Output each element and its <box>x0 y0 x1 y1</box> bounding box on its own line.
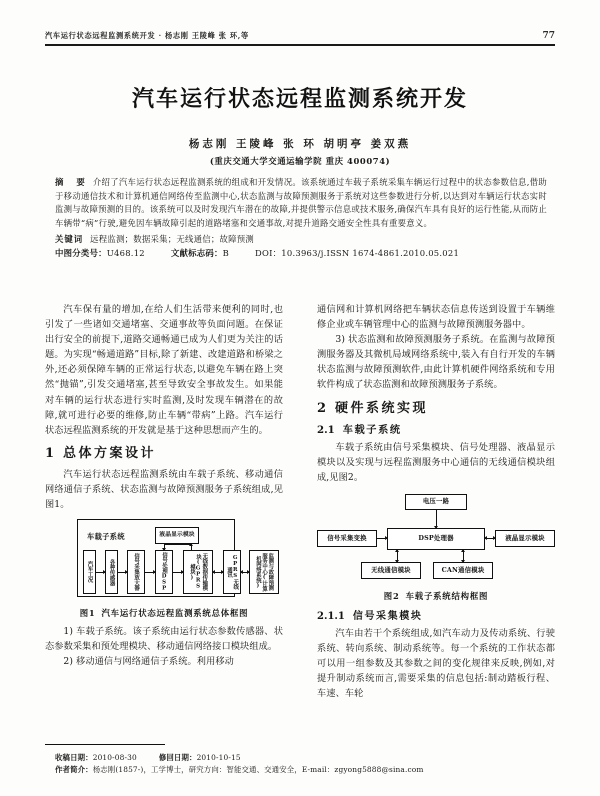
abstract-text: 介绍了汽车运行状态远程监测系统的组成和开发情况。该系统通过车载子系统采集车辆运行过程中的状态参数信息,借助于移动通信技术和计算机通信网络传至监测中心,状态监测与故障预测服务于系统对这些参数进行分析,以达到对车辆运行状态实时监测与故障预测的目的。该系统可以及时发现汽车潜在的故障,并提供警示信息或技术服务,确保汽车具有良好的运行性能,从而防止车辆带“病”行驶,避免因车辆故障引起的道路堵塞和交通事故,对提升道路交通安全性具有重要意义。 <box>55 177 547 228</box>
fig1-arrow-4 <box>173 572 183 573</box>
author-list: 杨志刚 王陵峰 张 环 胡明亭 姜双燕 <box>188 138 412 150</box>
fig1-arrow-2 <box>118 572 127 573</box>
section-number-2: 2 <box>317 400 327 416</box>
abstract-paragraph <box>55 176 547 230</box>
affiliation: (重庆交通大学交通运输学院 重庆 400074) <box>209 156 391 166</box>
footnote-author-bio <box>55 764 555 776</box>
figure-2-diagram <box>317 490 555 586</box>
clc-group <box>55 246 145 260</box>
clc-label: 中图分类号： <box>55 248 107 259</box>
fig1-box-dsp: 信号处理DSP <box>155 550 173 594</box>
fig1-box-gprs-wireless: GPRS无线通讯 <box>223 550 241 594</box>
keywords-line <box>55 232 547 246</box>
doi-value: 10.3963/j.ISSN 1674-4861.2010.05.021 <box>281 248 460 259</box>
figure-1-label: 图1 <box>79 608 96 619</box>
body-paragraph: 2) 移动通信与网络通信子系统。利用移动 <box>63 656 234 668</box>
fig2-box-signal-acquisition: 信号采集变换 <box>317 530 377 547</box>
fig2-box-voltage: 电压一路 <box>405 494 467 510</box>
fig2-arrow-top <box>436 510 437 528</box>
fig1-box-sensors: 各种传感器 <box>105 550 118 594</box>
doc-type-label: 文献标志码： <box>170 248 223 259</box>
fig2-arrow-bl <box>397 550 398 562</box>
body-paragraph: 1) 车载子系统。该子系统由运行状态参数传感器、状态参数采集和预处理模块、移动通信网络接口模块组成。 <box>45 626 283 653</box>
footnote-rule <box>45 744 165 745</box>
fig1-box-vehicle-condition: 汽车工况 <box>83 550 96 594</box>
author-bio-text: 杨志刚(1857-)，工学博士，研究方向：智能交通、交通安全，E-mail：zgyong5888@sina.com <box>92 765 424 775</box>
figure-2-caption <box>317 589 555 604</box>
doc-type-value: B <box>222 248 230 259</box>
subsection-heading-2-1 <box>317 423 555 438</box>
body-paragraph: 通信网和计算机网络把车辆状态信息传送到设置于车辆维修企业或车辆管理中心的监测与故障预测服务器中。 <box>317 304 555 331</box>
keywords-text: 远程监测；数据采集；无线通信；故障预测 <box>90 234 254 245</box>
revised-date: 2010-10-15 <box>196 753 241 762</box>
fig2-box-can-comm: CAN通信模块 <box>433 562 493 579</box>
body-paragraph: 汽车保有量的增加,在给人们生活带来便利的同时,也引发了一些诸如交通堵塞、交通事故等负面问题。在保证出行安全的前提下,道路交通畅通已成为人们更为关注的话题。为实现“畅通道路”目标,除了新建、改建道路和桥梁之外,还必须保障车辆的正常运行状态,以避免车辆在路上突然“抛锚”,引发交通堵塞,甚至导致安全事故发生。如果能对车辆的运行状态进行实时监测,及时发现车辆潜在的故障,就可进行必要的维修,防止车辆“带病”上路。汽车运行状态远程监测系统的开发就是基于这种思想而产生的。 <box>45 304 283 436</box>
fig1-box-signal-amplifier: 信号采集放大器 <box>127 550 145 594</box>
running-head <box>45 27 555 41</box>
page-number: 77 <box>542 31 555 41</box>
classification-line <box>55 246 547 260</box>
fig1-connector <box>164 544 192 545</box>
fig2-arrow-br <box>463 550 464 562</box>
doc-type-group <box>171 246 229 260</box>
fig2-arrow-left <box>377 538 387 539</box>
doi-group <box>255 246 459 260</box>
doi-label: DOI： <box>255 248 282 259</box>
fig1-box-gprs-module: 无线数据传输模块(GPRS模块) <box>183 550 213 594</box>
received-date: 2010-08-30 <box>92 753 137 762</box>
fig1-arrow-3 <box>145 572 155 573</box>
body-paragraph: 3) 状态监测和故障预测服务子系统。在监测与故障预测服务器及其微机局域网络系统中,装入有自行开发的车辆状态监测与故障预测软件,由此计算机硬件网络系统和专用软件构成了状态监测和故障预测服务子系统。 <box>317 334 555 391</box>
header-rule <box>45 44 555 46</box>
author-bio-label: 作者简介： <box>55 765 93 775</box>
revised-label: 修回日期： <box>158 753 197 762</box>
figure-2 <box>317 490 555 604</box>
fig2-box-wireless-comm: 无线通信模块 <box>361 562 421 579</box>
article-title: 汽车运行状态远程监测系统开发 <box>131 86 468 112</box>
section-heading-1 <box>45 445 283 463</box>
subsection-title-2-1: 车载子系统 <box>342 423 402 436</box>
abstract-block <box>55 176 547 260</box>
subsection-number-2-1: 2.1 <box>317 423 335 436</box>
section-title-1: 总体方案设计 <box>63 445 157 461</box>
figure-2-caption-text: 车载子系统结构框图 <box>405 590 489 601</box>
onboard-subsystem-label: 车载子系统 <box>87 532 125 542</box>
figure-1 <box>45 517 283 621</box>
fig1-arrow-5 <box>213 572 223 573</box>
figure-1-caption-text: 汽车运行状态远程监测系统总体框图 <box>101 608 249 619</box>
subsection-heading-2-1-1 <box>317 609 555 624</box>
clc-value: U468.12 <box>106 248 145 259</box>
running-head-text: 汽车运行状态远程监测系统开发 · 杨志刚 王陵峰 张 环,等 <box>45 30 249 41</box>
subsection-title-2-1-1: 信号采集模块 <box>352 610 423 622</box>
footnote-block <box>55 752 555 777</box>
abstract-label: 摘 要 <box>55 177 90 187</box>
keywords-label: 关键词 <box>55 234 84 245</box>
fig2-box-lcd-display: 液晶显示模块 <box>495 530 555 547</box>
right-column <box>317 302 555 701</box>
fig2-arrow-right <box>485 538 495 539</box>
subsection-number-2-1-1: 2.1.1 <box>317 610 345 622</box>
fig2-box-dsp-processor: DSP处理器 <box>387 528 485 550</box>
subsection-2-1-text: 车载子系统由信号采集模块、信号处理器、液晶显示模块以及实现与远程监测服务中心通信的无线通信模块组成,见图2。 <box>317 441 555 483</box>
figure-1-diagram <box>45 517 283 603</box>
section1-intro: 汽车运行状态远程监测系统由车载子系统、移动通信网络通信子系统、状态监测与故障预测服务子系统组成,见图1。 <box>45 468 283 511</box>
subsection-2-1-1-text: 汽车由若干个系统组成,如汽车动力及传动系统、行驶系统、转向系统、制动系统等。每一个系统的工作状态都可以用一组参数及其参数之间的变化规律来反映,例如,对提升制动系统而言,需要采集的信息包括:制动踏板行程、车速、车轮 <box>317 627 555 700</box>
fig1-arrow-6 <box>241 572 249 573</box>
footnote-dates <box>55 752 555 764</box>
left-column <box>45 302 283 670</box>
figure-2-label: 图2 <box>383 590 400 601</box>
received-label: 收稿日期： <box>55 753 93 762</box>
fig1-arrow-1 <box>96 572 105 573</box>
fig1-box-lcd: 液晶显示模块 <box>155 527 199 544</box>
section-heading-2 <box>317 400 555 418</box>
section-title-2: 硬件系统实现 <box>335 400 429 416</box>
section-number-1: 1 <box>45 445 55 461</box>
figure-1-caption <box>45 606 283 621</box>
fig1-box-monitoring-center: 监测与故障预测服务中心(计算机网络系统) <box>249 550 279 594</box>
